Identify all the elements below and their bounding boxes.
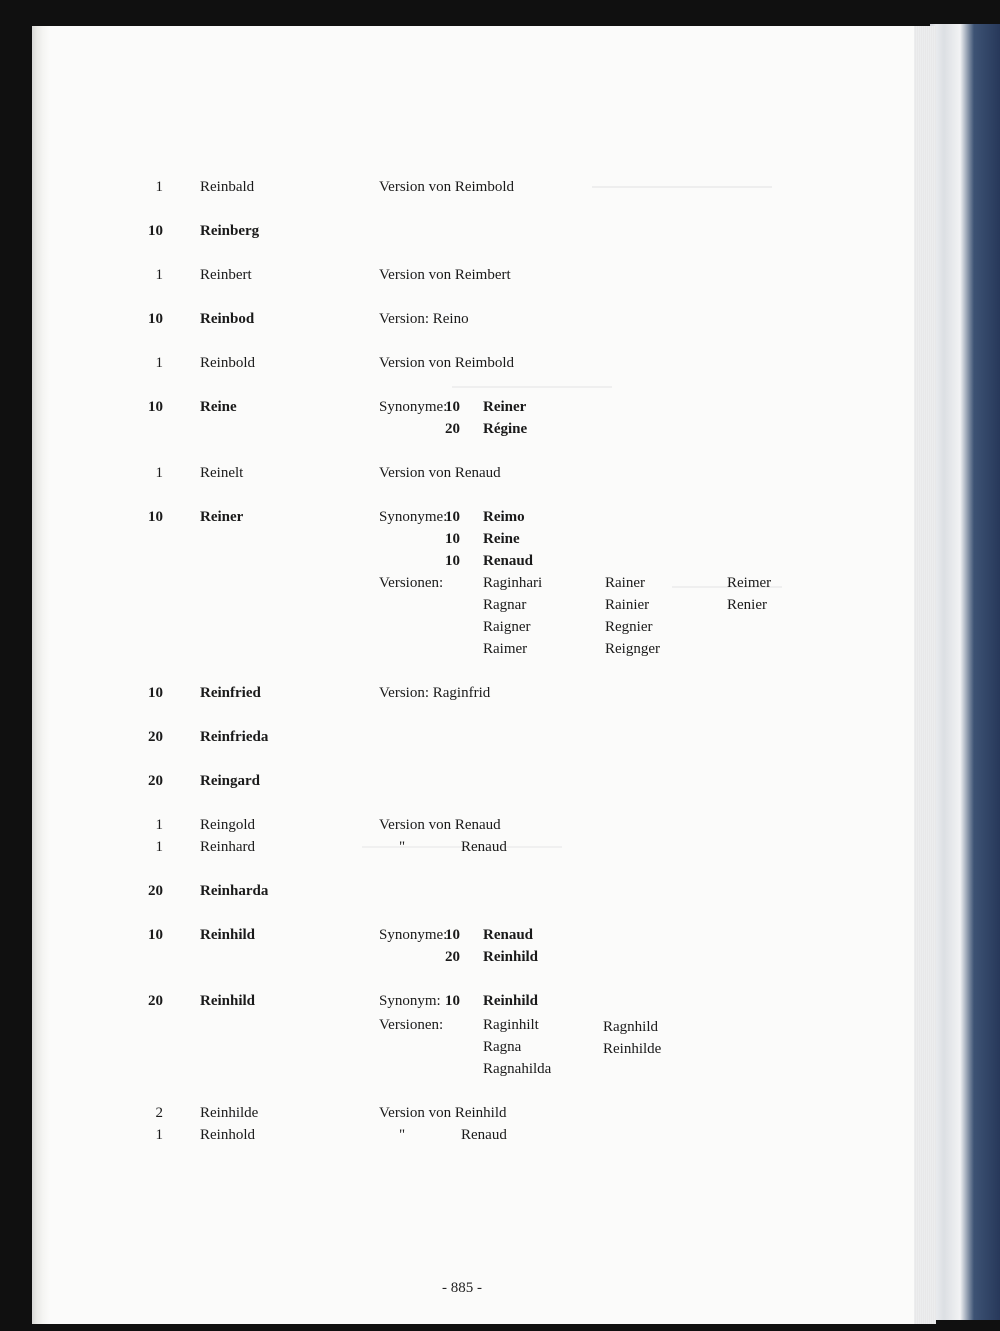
version-name: Raigner bbox=[483, 619, 531, 635]
entry-note: " bbox=[399, 1127, 406, 1143]
entry-reference: Renaud bbox=[461, 839, 507, 855]
entry-frequency: 2 bbox=[155, 1105, 163, 1121]
entry-frequency: 20 bbox=[148, 773, 163, 789]
entry-note: Version: Raginfrid bbox=[379, 685, 491, 701]
synonym-name: Reine bbox=[483, 531, 520, 547]
synonym-frequency: 10 bbox=[445, 399, 460, 415]
entry-note: Version von Reimbold bbox=[379, 355, 514, 371]
synonym-frequency: 20 bbox=[445, 421, 460, 437]
entry-frequency: 1 bbox=[155, 465, 163, 481]
entry-frequency: 1 bbox=[155, 179, 163, 195]
synonym-name: Renaud bbox=[483, 927, 534, 943]
version-name: Raginhilt bbox=[483, 1017, 539, 1033]
synonym-frequency: 10 bbox=[445, 509, 460, 525]
synonym-frequency: 10 bbox=[445, 531, 460, 547]
entry-name: Reinelt bbox=[200, 465, 244, 481]
entry-name: Reinhilde bbox=[200, 1105, 259, 1121]
entry-frequency: 10 bbox=[148, 223, 163, 239]
entry-name: Reinfrieda bbox=[200, 729, 269, 745]
versions-label: Versionen: bbox=[379, 1017, 444, 1033]
version-name: Regnier bbox=[605, 619, 653, 635]
book-cover-edge bbox=[930, 24, 1000, 1320]
version-name: Rainer bbox=[605, 575, 645, 591]
book-page bbox=[32, 26, 936, 1324]
entry-name: Reinharda bbox=[200, 883, 269, 899]
entry-note: Version von Renaud bbox=[379, 465, 501, 481]
entry-frequency: 1 bbox=[155, 355, 163, 371]
synonym-name: Reinhild bbox=[483, 993, 539, 1009]
entry-frequency: 20 bbox=[148, 883, 163, 899]
entry-note: Synonym: bbox=[379, 993, 441, 1009]
entry-name: Reinhold bbox=[200, 1127, 255, 1143]
entry-frequency: 1 bbox=[155, 817, 163, 833]
version-name: Reignger bbox=[605, 641, 660, 657]
version-name: Raginhari bbox=[483, 575, 543, 591]
entry-frequency: 10 bbox=[148, 927, 163, 943]
entry-note: Version: Reino bbox=[379, 311, 469, 327]
entry-name: Reinhild bbox=[200, 993, 256, 1009]
entry-frequency: 20 bbox=[148, 993, 163, 1009]
entry-name: Reinbald bbox=[200, 179, 255, 195]
entry-name: Reingard bbox=[200, 773, 260, 789]
synonym-frequency: 20 bbox=[445, 949, 460, 965]
version-name: Reimer bbox=[727, 575, 772, 591]
entry-note: Version von Reimbold bbox=[379, 179, 514, 195]
entry-frequency: 1 bbox=[155, 1127, 163, 1143]
version-name: Reinhilde bbox=[603, 1041, 662, 1057]
entry-name: Reinfried bbox=[200, 685, 261, 701]
entry-frequency: 1 bbox=[155, 267, 163, 283]
version-name: Renier bbox=[727, 597, 767, 613]
version-name: Ragnhild bbox=[603, 1019, 658, 1035]
synonym-frequency: 10 bbox=[445, 553, 460, 569]
entry-note: Synonyme: bbox=[379, 399, 448, 415]
entry-name: Reinbold bbox=[200, 355, 255, 371]
page-number: - 885 - bbox=[442, 1280, 482, 1296]
entry-frequency: 10 bbox=[148, 509, 163, 525]
entry-note: Version von Reinhild bbox=[379, 1105, 507, 1121]
entry-note: Version von Reimbert bbox=[379, 267, 511, 283]
entry-note: Version von Renaud bbox=[379, 817, 501, 833]
synonym-name: Renaud bbox=[483, 553, 534, 569]
entry-name: Reinhard bbox=[200, 839, 255, 855]
page-gutter bbox=[32, 26, 50, 1324]
entry-name: Reine bbox=[200, 399, 237, 415]
version-name: Ragna bbox=[483, 1039, 522, 1055]
entry-reference: Renaud bbox=[461, 1127, 507, 1143]
entry-name: Reinbert bbox=[200, 267, 252, 283]
entry-frequency: 20 bbox=[148, 729, 163, 745]
entry-name: Reinbod bbox=[200, 311, 255, 327]
entry-frequency: 10 bbox=[148, 399, 163, 415]
entry-name: Reingold bbox=[200, 817, 255, 833]
entry-name: Reiner bbox=[200, 509, 244, 525]
synonym-name: Régine bbox=[483, 421, 528, 437]
version-name: Ragnar bbox=[483, 597, 527, 613]
synonym-name: Reimo bbox=[483, 509, 525, 525]
page-fore-edge bbox=[914, 26, 936, 1324]
entry-frequency: 1 bbox=[155, 839, 163, 855]
synonym-name: Reinhild bbox=[483, 949, 539, 965]
entry-note: Synonyme: bbox=[379, 509, 448, 525]
synonym-frequency: 10 bbox=[445, 927, 460, 943]
versions-label: Versionen: bbox=[379, 575, 444, 591]
entry-note: " bbox=[399, 839, 406, 855]
entry-frequency: 10 bbox=[148, 311, 163, 327]
synonym-name: Reiner bbox=[483, 399, 527, 415]
version-name: Raimer bbox=[483, 641, 528, 657]
entry-name: Reinberg bbox=[200, 223, 260, 239]
version-name: Ragnahilda bbox=[483, 1061, 552, 1077]
entry-frequency: 10 bbox=[148, 685, 163, 701]
entry-name: Reinhild bbox=[200, 927, 256, 943]
synonym-frequency: 10 bbox=[445, 993, 460, 1009]
version-name: Rainier bbox=[605, 597, 650, 613]
entry-note: Synonyme: bbox=[379, 927, 448, 943]
